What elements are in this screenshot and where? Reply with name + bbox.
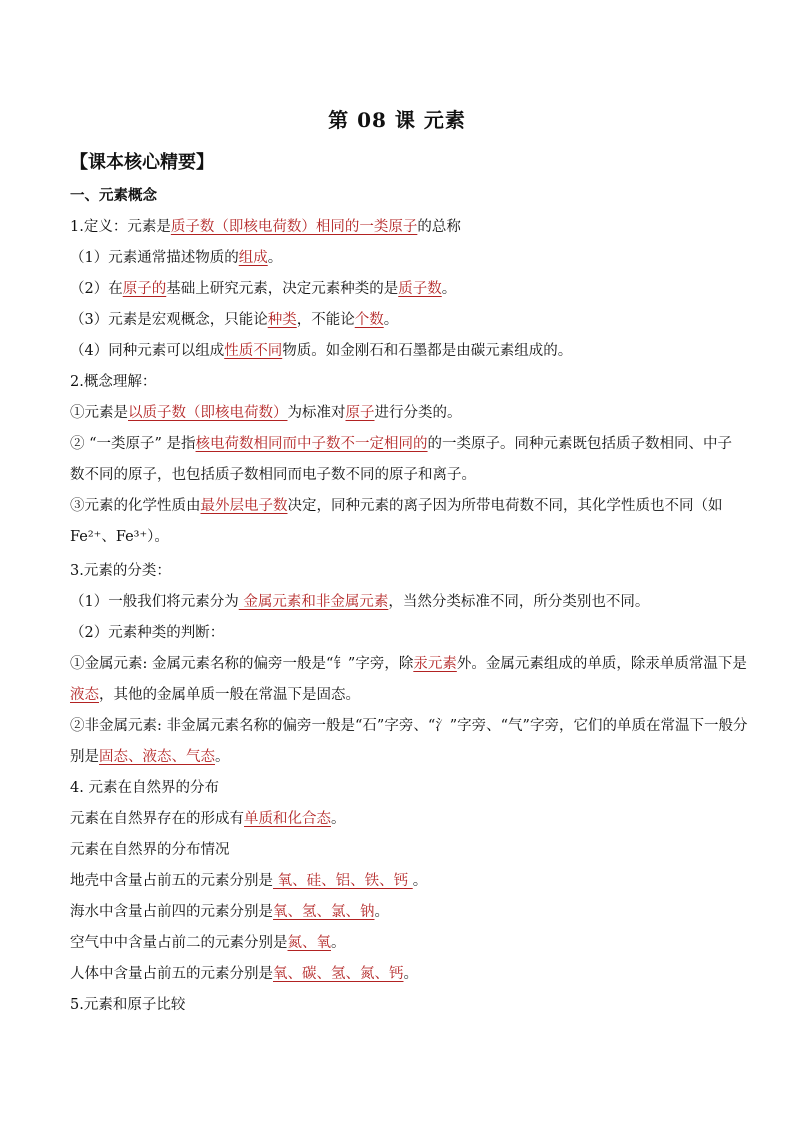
metal-element: ①金属元素: 金属元素名称的偏旁一般是“钅”字旁，除汞元素外。金属元素组成的单质，除汞单质常温下是 bbox=[70, 656, 747, 672]
metal-element-cont: 液态，其他的金属单质一般在常温下是固态。 bbox=[70, 687, 360, 703]
understanding-1: ①元素是以质子数（即核电荷数）为标准对原子进行分类的。 bbox=[70, 405, 462, 421]
concept-understanding-heading: 2.概念理解： bbox=[70, 374, 157, 390]
understanding-2-cont: 数不同的原子，也包括质子数相同而电子数不同的原子和离子。 bbox=[70, 467, 476, 483]
seawater-elements: 海水中含量占前四的元素分别是氧、氢、氯、钠。 bbox=[70, 904, 389, 920]
section-heading-core: 【课本核心精要】 bbox=[70, 152, 214, 173]
point-4: （4）同种元素可以组成性质不同物质。如金刚石和石墨都是由碳元素组成的。 bbox=[70, 343, 573, 359]
distribution-situation: 元素在自然界的分布情况 bbox=[70, 842, 230, 858]
point-1: （1）元素通常描述物质的组成。 bbox=[70, 250, 283, 266]
point-3: （3）元素是宏观概念，只能论种类，不能论个数。 bbox=[70, 312, 399, 328]
classification-2: （2）元素种类的判断： bbox=[70, 625, 225, 641]
classification-1: （1）一般我们将元素分为 金属元素和非金属元素，当然分类标准不同，所分类别也不同。 bbox=[70, 594, 650, 610]
air-elements: 空气中中含量占前二的元素分别是氮、氧。 bbox=[70, 935, 346, 951]
classification-heading: 3.元素的分类： bbox=[70, 563, 171, 579]
distribution-heading: 4. 元素在自然界的分布 bbox=[70, 780, 219, 796]
definition-line: 1.定义：元素是质子数（即核电荷数）相同的一类原子的总称 bbox=[70, 219, 461, 235]
understanding-3-cont: Fe²⁺、Fe³⁺）。 bbox=[70, 529, 169, 545]
heading-element-concept: 一、元素概念 bbox=[70, 187, 157, 204]
nonmetal-element: ②非金属元素: 非金属元素名称的偏旁一般是“石”字旁、“氵”字旁、“气”字旁，它们的单质在常温下一般分 bbox=[70, 718, 748, 734]
body-elements: 人体中含量占前五的元素分别是氧、碳、氢、氮、钙。 bbox=[70, 966, 418, 982]
element-atom-compare-heading: 5.元素和原子比较 bbox=[70, 997, 186, 1013]
page-title: 第 08 课 元素 bbox=[328, 108, 466, 132]
understanding-2: ② “一类原子” 是指核电荷数相同而中子数不一定相同的的一类原子。同种元素既包括质子数相同、中子 bbox=[70, 436, 733, 452]
nonmetal-element-cont: 别是固态、液态、气态。 bbox=[70, 749, 230, 765]
understanding-3: ③元素的化学性质由最外层电子数决定，同种元素的离子因为所带电荷数不同，其化学性质也不同（如 bbox=[70, 498, 723, 514]
crust-elements: 地壳中含量占前五的元素分别是 氧、硅、铝、铁、钙 。 bbox=[70, 873, 428, 889]
point-2: （2）在原子的基础上研究元素，决定元素种类的是质子数。 bbox=[70, 281, 457, 297]
distribution-forms: 元素在自然界存在的形成有单质和化合态。 bbox=[70, 811, 346, 827]
